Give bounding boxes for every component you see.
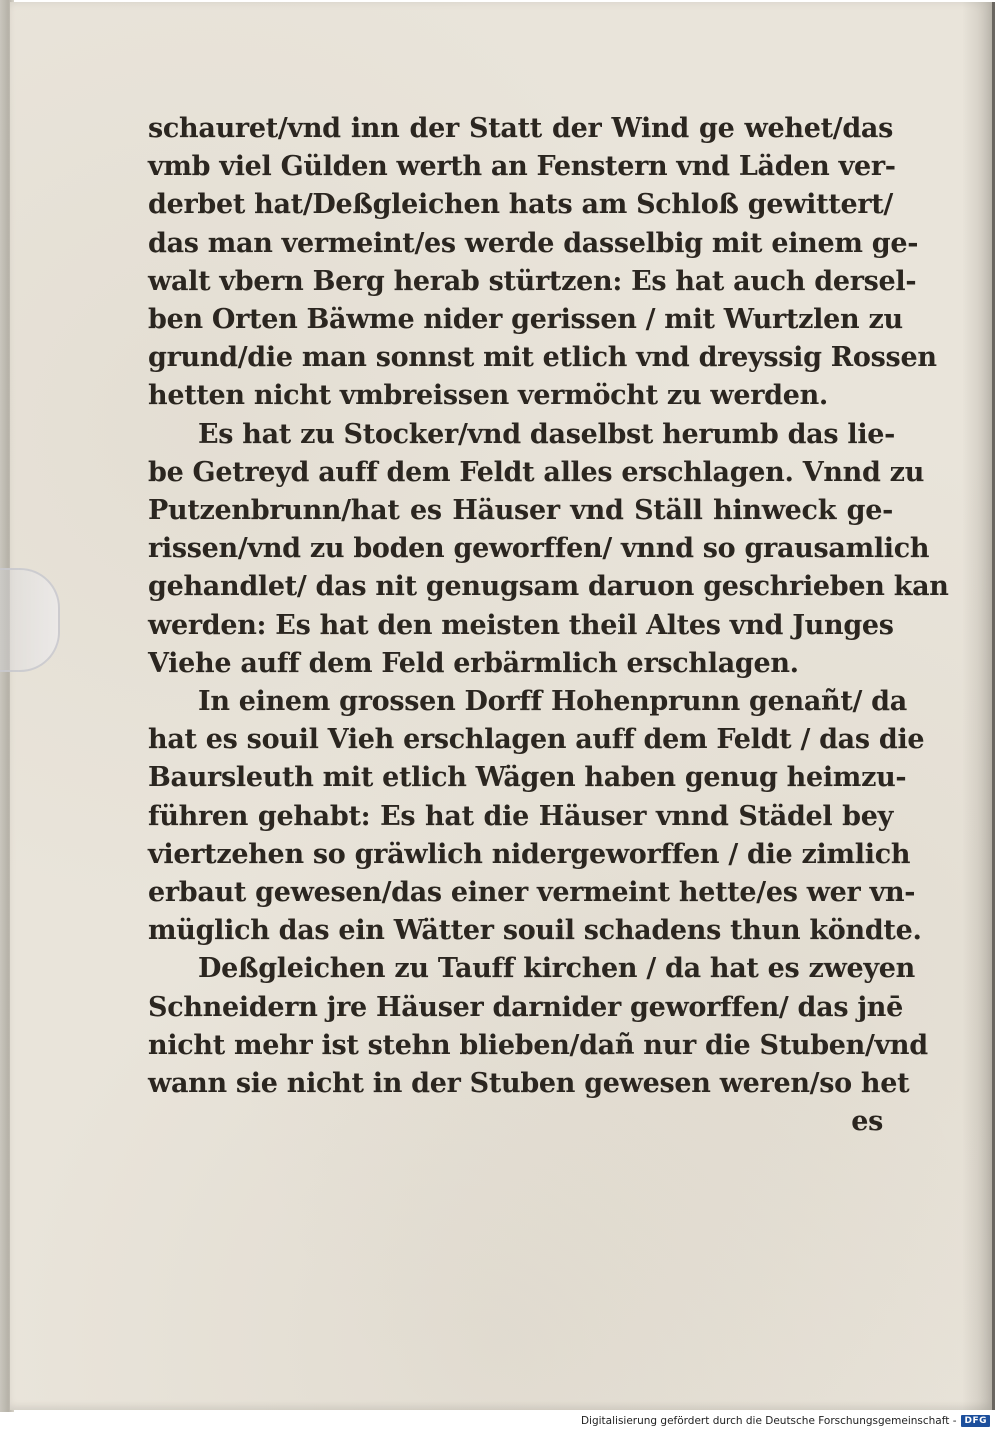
text-line: wann sie nicht in der Stuben gewesen weren/so het — [148, 1068, 910, 1100]
text-line: Baursleuth mit etlich Wägen haben genug heimzu- — [148, 762, 907, 794]
paragraph-start-line: Deßgleichen zu Tauff kirchen / da hat es zweyen — [198, 953, 916, 985]
text-line: nicht mehr ist stehn blieben/dañ nur die Stuben/vnd — [148, 1029, 928, 1061]
text-line: vmb viel Gülden werth an Fenstern vnd Läden ver- — [148, 151, 896, 183]
text-line: Putzenbrunn/hat es Häuser vnd Ställ hinweck ge- — [148, 495, 893, 527]
text-line: viertzehen so gräwlich nidergeworffen / die zimlich — [148, 838, 911, 870]
text-line: rissen/vnd zu boden geworffen/ vnnd so grausamlich — [148, 533, 930, 565]
text-line: gehandlet/ das nit genugsam daruon geschrieben kan — [148, 571, 949, 603]
text-line: walt vbern Berg herab stürtzen: Es hat auch dersel- — [148, 265, 917, 297]
text-line: Viehe auff dem Feld erbärmlich erschlagen. — [148, 647, 799, 679]
page-gutter-shadow — [962, 2, 992, 1410]
text-line: grund/die man sonnst mit etlich vnd dreyssig Rossen — [148, 342, 937, 374]
paragraph-start-line: In einem grossen Dorff Hohenprunn genañt/ da — [198, 686, 907, 718]
text-line: erbaut gewesen/das einer vermeint hette/es wer vn- — [148, 877, 916, 909]
text-line: Schneidern jre Häuser darnider geworffen/ das jnē — [148, 991, 904, 1023]
page-text — [148, 110, 949, 1141]
text-line: hetten nicht vmbreissen vermöcht zu werden. — [148, 380, 829, 412]
text-line: derbet hat/Deßgleichen hats am Schloß gewittert/ — [148, 189, 893, 221]
text-line: hat es souil Vieh erschlagen auff dem Feldt / das die — [148, 724, 925, 756]
text-line: das man vermeint/es werde dasselbig mit einem ge- — [148, 227, 919, 259]
text-line: werden: Es hat den meisten theil Altes vnd Junges — [148, 609, 894, 641]
text-line: ben Orten Bäwme nider gerissen / mit Wurtzlen zu — [148, 304, 903, 336]
text-line: be Getreyd auff dem Feldt alles erschlagen. Vnnd zu — [148, 456, 925, 488]
paragraph-start-line: Es hat zu Stocker/vnd daselbst herumb das lie- — [198, 418, 896, 450]
funding-credit: Digitalisierung gefördert durch die Deutsche Forschungsgemeinschaft - — [580, 1415, 957, 1427]
catchword: es — [851, 1106, 883, 1138]
dfg-logo-icon: DFG — [961, 1415, 990, 1427]
digitization-footer — [581, 1413, 990, 1429]
text-line: führen gehabt: Es hat die Häuser vnnd Städel bey — [148, 800, 893, 832]
text-line: schauret/vnd inn der Statt der Wind ge wehet/das — [148, 113, 893, 144]
text-line: müglich das ein Wätter souil schadens thun köndte. — [148, 915, 922, 947]
page-clip — [0, 568, 60, 672]
